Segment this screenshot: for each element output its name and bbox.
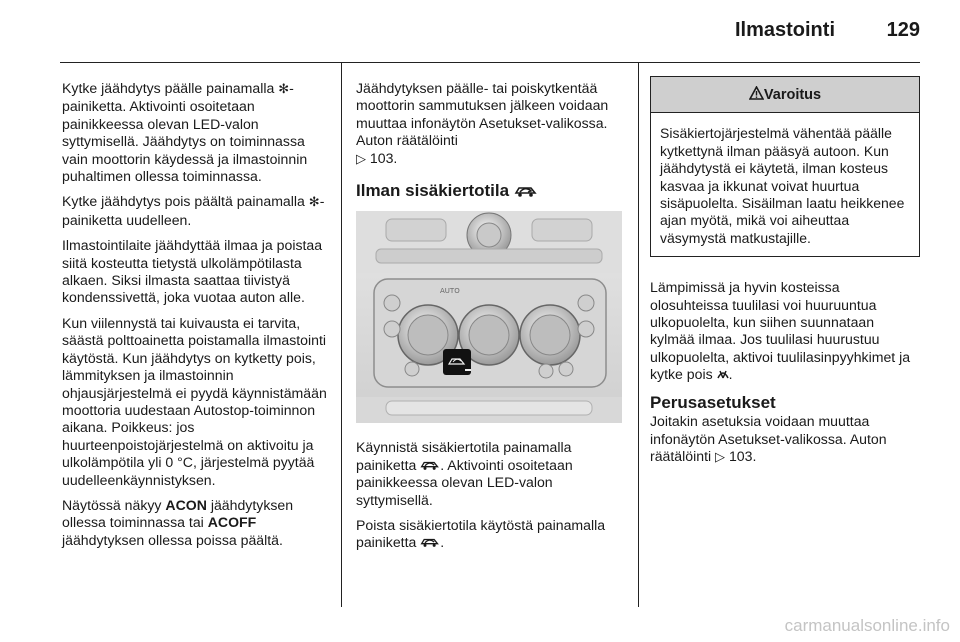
warning-title: Varoitus (763, 87, 822, 103)
car-recirculation-icon (420, 536, 440, 548)
header-rule (60, 62, 920, 63)
page-reference: 103. (369, 149, 398, 166)
paragraph: Ilmastointilaite jäähdyttää ilmaa ja poistaa siitä kosteutta tietystä ulkolämpötilasta alkaen. Siksi ilmasta saattaa tiivistyä kondenssivettä, joka vuotaa auton alle. (62, 237, 323, 306)
auto-label: AUTO (440, 287, 460, 296)
paragraph: Joitakin asetuksia voidaan muuttaa infonäytön Asetukset-valikossa. Auton räätälöinti ▷ 103. (650, 413, 887, 465)
snowflake-icon: ✻ (278, 82, 290, 97)
page-title: Ilmastointi (734, 19, 835, 41)
page-reference-arrow-icon: ▷ (356, 151, 366, 167)
section-heading: Perusasetukset (650, 392, 776, 412)
paragraph: Jäähdytyksen päälle- tai poiskytkentää moottorin sammutuksen jälkeen voidaan muuttaa infonäytön Asetukset-valikossa. Auton räätälöinti ▷ 103. (356, 80, 609, 167)
column-divider-2 (638, 62, 639, 607)
paragraph: Käynnistä sisäkiertotila painamalla painiketta . Aktivointi osoitetaan painikkeessa olevan LED-valon syttymisellä. (356, 439, 573, 508)
paragraph: Kun viilennystä tai kuivausta ei tarvita, säästä polttoainetta poistamalla ilmastointi käytöstä. Kun jäähdytys on kytketty pois, lämmityksen ja ilmastoinnin ohjausjärjestelmä ei pyydä käynnistämään moottoria uudestaan Autostop-toiminnon aikana. Poikkeus: jos huurteenpoistojärjestelmä on aktivoitu ja ulkolämpötila yli 0 °C, järjestelmä pyytää uudelleenkäynnistyksen. (62, 314, 327, 488)
snowflake-icon: ✻ (308, 195, 320, 211)
climate-control-panel-photo (356, 211, 622, 423)
watermark: carmanualsonline.info (784, 616, 950, 635)
warning-box (650, 76, 920, 257)
page-reference: 103. (728, 447, 757, 464)
column-2 (356, 80, 622, 560)
paragraph: Näytössä näkyy ACON jäähdytyksen ollessa toiminnassa tai ACOFF jäähdytyksen ollessa poissa päältä. (62, 496, 294, 548)
page-reference-arrow-icon: ▷ (715, 449, 726, 465)
acoff-keyword: ACOFF (207, 514, 257, 531)
wiper-icon (717, 368, 729, 380)
page-number: 129 (886, 19, 920, 41)
car-recirculation-icon (514, 184, 538, 198)
warning-triangle-icon (749, 86, 764, 100)
column-1 (62, 80, 328, 557)
warning-heading (651, 77, 919, 113)
paragraph: Kytke jäähdytys päälle painamalla ✻-painiketta. Aktivointi osoitetaan painikkeessa olevan LED-valon syttymisellä. Jäähdytys on toiminnassa vain moottorin käydessä ja ilmastoinnin puhaltimen ollessa toiminnassa. (62, 80, 308, 185)
section-heading: Ilman sisäkiertotila (356, 182, 622, 199)
acon-keyword: ACON (165, 496, 207, 513)
car-recirculation-icon (420, 459, 440, 471)
column-divider-1 (341, 62, 342, 607)
paragraph: Poista sisäkiertotila käytöstä painamalla painiketta . (356, 517, 606, 551)
paragraph: Kytke jäähdytys pois päältä painamalla ✻-painiketta uudelleen. (62, 193, 325, 228)
paragraph: Lämpimissä ja hyvin kosteissa olosuhteissa tuulilasi voi huuruuntua ulkopuolelta, kun siihen suunnataan kylmää ilmaa. Jos tuulilasi huurustuu ulkopuolelta, aktivoi tuulilasinpyyhkimet ja kytke pois . (650, 279, 911, 383)
column-3 (650, 76, 920, 474)
warning-text: Sisäkiertojärjestelmä vähentää päälle kytkettynä ilman pääsyä autoon. Kun jäähdytystä ei käytetä, ilman kosteus kasvaa ja ikkunat voivat huurtua sisäpuolelta. Sisäilman laatu heikkenee ajan myötä, mikä voi aiheuttaa väsymystä matkustajille. (660, 125, 905, 246)
